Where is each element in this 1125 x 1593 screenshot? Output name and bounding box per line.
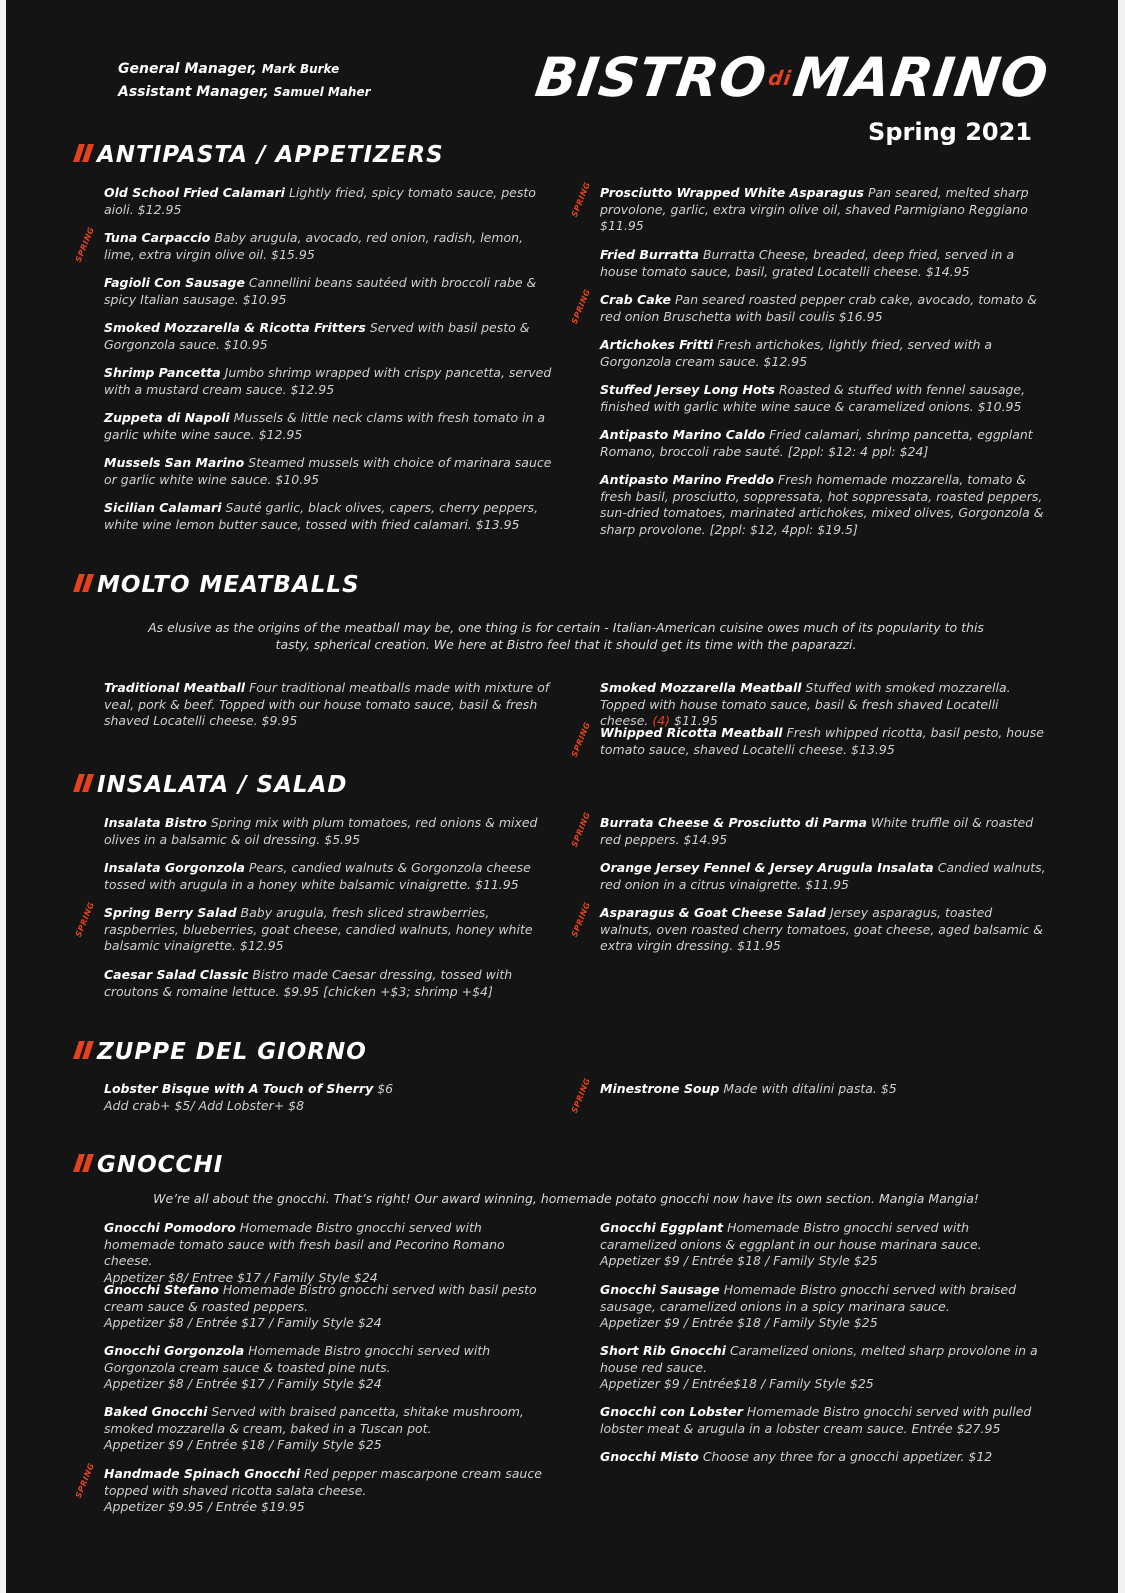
- item-desc: Four traditional meatballs made with mixture of veal, pork & beef. Topped with our house tomato sauce, basil & fresh shaved Locatelli cheese. $9.95: [104, 680, 550, 728]
- item-desc: Pears, candied walnuts & Gorgonzola cheese tossed with arugula in a honey white balsamic vinaigrette. $11.95: [104, 860, 531, 892]
- item-desc: Jersey asparagus, toasted walnuts, oven roasted cherry tomatoes, goat cheese, aged balsamic & extra virgin dressing. $11.95: [600, 905, 1043, 953]
- item-name: Fagioli Con Sausage: [104, 275, 245, 290]
- menu-item: [104, 1343, 556, 1393]
- item-name: Gnocchi Pomodoro: [104, 1220, 236, 1235]
- spring-badge: SPRING: [569, 900, 593, 939]
- spring-badge: SPRING: [569, 180, 593, 219]
- spring-badge: SPRING: [73, 900, 97, 939]
- menu-item: [600, 427, 1046, 460]
- section-title-text: MOLTO MEATBALLS: [97, 572, 360, 598]
- item-name: Gnocchi con Lobster: [600, 1404, 743, 1419]
- menu-item: [104, 185, 556, 218]
- menu-item: [600, 905, 1046, 955]
- section-title-text: INSALATA / SALAD: [97, 772, 348, 798]
- menu-item: [600, 860, 1046, 893]
- item-name: Handmade Spinach Gnocchi: [104, 1466, 300, 1481]
- item-name: Shrimp Pancetta: [104, 365, 221, 380]
- item-desc: Burratta Cheese, breaded, deep fried, served in a house tomato sauce, basil, grated Locatelli cheese. $14.95: [600, 247, 1015, 279]
- item-price: $11.95: [674, 713, 718, 728]
- item-desc: Candied walnuts, red onion in a citrus vinaigrette. $11.95: [600, 860, 1046, 892]
- section-title-meatballs: [76, 572, 360, 598]
- menu-item: [600, 1404, 1046, 1437]
- menu-item: [104, 905, 556, 955]
- menu-item: [600, 382, 1046, 415]
- item-desc: Sauté garlic, black olives, capers, cherry peppers, white wine lemon butter sauce, tossed with fried calamari. $13.95: [104, 500, 539, 532]
- item-price: Appetizer $9 / Entrée $18 / Family Style $25: [104, 1437, 382, 1452]
- assistant-manager-label: Assistant Manager,: [118, 84, 269, 100]
- item-name: Tuna Carpaccio: [104, 230, 211, 245]
- item-price: Appetizer $8 / Entrée $17 / Family Style $24: [104, 1376, 382, 1391]
- item-desc: Baby arugula, avocado, red onion, radish, lemon, lime, extra virgin olive oil. $15.95: [104, 230, 524, 262]
- section-title-zuppe: [76, 1039, 367, 1065]
- item-name: Fried Burratta: [600, 247, 699, 262]
- item-count: (4): [652, 713, 671, 728]
- menu-item: [600, 337, 1046, 370]
- item-name: Sicilian Calamari: [104, 500, 222, 515]
- item-desc: Homemade Bistro gnocchi served with basil pesto cream sauce & roasted peppers.: [104, 1282, 537, 1314]
- spring-badge: SPRING: [569, 1076, 593, 1115]
- item-desc: Mussels & little neck clams with fresh tomato in a garlic white wine sauce. $12.95: [104, 410, 546, 442]
- item-name: Smoked Mozzarella & Ricotta Fritters: [104, 320, 366, 335]
- item-desc: Stuffed with smoked mozzarella. Topped with house tomato sauce, basil & fresh shaved Locatelli cheese.: [600, 680, 1011, 728]
- menu-item: [600, 815, 1046, 848]
- assistant-manager: [118, 81, 371, 104]
- menu-item: [104, 275, 556, 308]
- general-manager-label: General Manager,: [118, 61, 257, 77]
- item-name: Prosciutto Wrapped White Asparagus: [600, 185, 864, 200]
- menu-item: [600, 1282, 1046, 1332]
- item-name: Gnocchi Eggplant: [600, 1220, 724, 1235]
- menu-item: [104, 320, 556, 353]
- item-desc: Bistro made Caesar dressing, tossed with croutons & romaine lettuce. $9.95 [chicken +$3; shrimp +$4]: [104, 967, 513, 999]
- menu-item: [104, 1081, 556, 1114]
- menu-item: [104, 1404, 556, 1454]
- item-desc: Cannellini beans sautéed with broccoli rabe & spicy Italian sausage. $10.95: [104, 275, 537, 307]
- assistant-manager-name: Samuel Maher: [273, 85, 371, 99]
- gnocchi-intro: We’re all about the gnocchi. That’s right! Our award winning, homemade potato gnocchi now have its own section. Mangia Mangia!: [153, 1191, 979, 1206]
- menu-item: [600, 1220, 1046, 1270]
- menu-item: [104, 1282, 556, 1332]
- item-desc: Made with ditalini pasta. $5: [723, 1081, 897, 1096]
- item-name: Minestrone Soup: [600, 1081, 720, 1096]
- menu-page: [6, 0, 1118, 1593]
- section-title-text: ANTIPASTA / APPETIZERS: [97, 142, 444, 168]
- item-name: Burrata Cheese & Prosciutto di Parma: [600, 815, 867, 830]
- item-name: Insalata Bistro: [104, 815, 207, 830]
- item-name: Gnocchi Sausage: [600, 1282, 720, 1297]
- item-name: Gnocchi Stefano: [104, 1282, 219, 1297]
- item-name: Crab Cake: [600, 292, 672, 307]
- item-desc: Spring mix with plum tomatoes, red onions & mixed olives in a balsamic & oil dressing. $5.95: [104, 815, 538, 847]
- menu-item: [600, 472, 1046, 538]
- item-desc: Homemade Bistro gnocchi served with homemade tomato sauce with fresh basil and Pecorino Romano cheese.: [104, 1220, 505, 1268]
- item-name: Asparagus & Goat Cheese Salad: [600, 905, 827, 920]
- item-desc: $6: [377, 1081, 394, 1096]
- item-desc: Choose any three for a gnocchi appetizer. $12: [702, 1449, 993, 1464]
- menu-item: [104, 1220, 556, 1286]
- item-desc: Caramelized onions, melted sharp provolone in a house red sauce.: [600, 1343, 1038, 1375]
- item-desc: Served with basil pesto & Gorgonzola sauce. $10.95: [104, 320, 530, 352]
- item-price: Appetizer $8 / Entrée $17 / Family Style $24: [104, 1315, 382, 1330]
- spring-badge: SPRING: [569, 810, 593, 849]
- item-name: Baked Gnocchi: [104, 1404, 208, 1419]
- menu-item: [104, 455, 556, 488]
- menu-item: [104, 365, 556, 398]
- item-desc: Served with braised pancetta, shitake mushroom, smoked mozzarella & cream, baked in a Tuscan pot.: [104, 1404, 524, 1436]
- section-title-text: ZUPPE DEL GIORNO: [97, 1039, 367, 1065]
- menu-item: [104, 410, 556, 443]
- item-name: Lobster Bisque with A Touch of Sherry: [104, 1081, 374, 1096]
- meatballs-intro: As elusive as the origins of the meatball may be, one thing is for certain - Italian-American cuisine owes much of its popularity to this tasty, spherical creation. We here at Bistro feel that it should get its time with the paparazzi.: [148, 620, 984, 652]
- menu-item: [600, 680, 1046, 730]
- item-price: Appetizer $9 / Entrée $18 / Family Style $25: [600, 1253, 878, 1268]
- item-price: Appetizer $9.95 / Entrée $19.95: [104, 1499, 305, 1514]
- spring-badge: SPRING: [73, 1461, 97, 1500]
- item-name: Old School Fried Calamari: [104, 185, 285, 200]
- item-name: Whipped Ricotta Meatball: [600, 725, 783, 740]
- item-desc: Pan seared, melted sharp provolone, garlic, extra virgin olive oil, shaved Parmigiano Reggiano $11.95: [600, 185, 1029, 233]
- item-desc: Fried calamari, shrimp pancetta, eggplant Romano, broccoli rabe sauté. [2ppl: $12: 4 ppl: $24]: [600, 427, 1033, 459]
- menu-item: [600, 1343, 1046, 1393]
- logo-left: BISTRO: [531, 46, 772, 109]
- menu-item: [600, 725, 1046, 758]
- item-name: Orange Jersey Fennel & Jersey Arugula Insalata: [600, 860, 934, 875]
- spring-badge: SPRING: [569, 287, 593, 326]
- menu-item: [600, 185, 1046, 235]
- item-desc: Homemade Bistro gnocchi served with pulled lobster meat & arugula in a lobster cream sauce. Entrée $27.95: [600, 1404, 1032, 1436]
- menu-item: [104, 680, 556, 730]
- item-name: Traditional Meatball: [104, 680, 246, 695]
- menu-item: [600, 1081, 1046, 1098]
- item-name: Insalata Gorgonzola: [104, 860, 245, 875]
- spring-badge: SPRING: [569, 720, 593, 759]
- item-name: Antipasto Marino Freddo: [600, 472, 775, 487]
- item-desc: Homemade Bistro gnocchi served with Gorgonzola cream sauce & toasted pine nuts.: [104, 1343, 491, 1375]
- item-name: Spring Berry Salad: [104, 905, 237, 920]
- item-price: Appetizer $8/ Entree $17 / Family Style $24: [104, 1269, 378, 1285]
- menu-item: [104, 860, 556, 893]
- item-desc: Red pepper mascarpone cream sauce topped with shaved ricotta salata cheese.: [104, 1466, 542, 1498]
- item-name: Gnocchi Misto: [600, 1449, 699, 1464]
- menu-item: [104, 815, 556, 848]
- item-name: Smoked Mozzarella Meatball: [600, 680, 802, 695]
- item-desc: Homemade Bistro gnocchi served with braised sausage, caramelized onions in a spicy marinara sauce.: [600, 1282, 1017, 1314]
- restaurant-logo: [532, 48, 1052, 108]
- logo-di: di: [766, 66, 794, 90]
- menu-item: [600, 1449, 1046, 1466]
- season-label: Spring 2021: [868, 118, 1032, 146]
- managers: [118, 58, 371, 104]
- item-desc: Fresh homemade mozzarella, tomato & fresh basil, prosciutto, soppressata, hot soppressata, roasted peppers, sun-dried tomatoes, marinated artichokes, mixed olives, Gorgonzola & sharp provolone. [2ppl: $12, 4ppl: $19.5]: [600, 472, 1044, 537]
- section-title-antipasta: [76, 142, 444, 168]
- item-desc: White truffle oil & roasted red peppers. $14.95: [600, 815, 1034, 847]
- item-name: Mussels San Marino: [104, 455, 245, 470]
- item-price: Appetizer $9 / Entrée$18 / Family Style $25: [600, 1376, 874, 1391]
- item-desc: Fresh whipped ricotta, basil pesto, house tomato sauce, shaved Locatelli cheese. $13.95: [600, 725, 1044, 757]
- item-name: Zuppeta di Napoli: [104, 410, 230, 425]
- item-name: Stuffed Jersey Long Hots: [600, 382, 775, 397]
- item-price: Appetizer $9 / Entrée $18 / Family Style $25: [600, 1315, 878, 1330]
- menu-item: [104, 500, 556, 533]
- item-desc: Lightly fried, spicy tomato sauce, pesto aioli. $12.95: [104, 185, 536, 217]
- item-name: Gnocchi Gorgonzola: [104, 1343, 245, 1358]
- menu-item: [104, 967, 556, 1000]
- menu-item: [104, 1466, 556, 1516]
- item-name: Caesar Salad Classic: [104, 967, 249, 982]
- item-name: Artichokes Fritti: [600, 337, 713, 352]
- menu-item: [600, 292, 1046, 325]
- item-desc: Homemade Bistro gnocchi served with caramelized onions & eggplant in our house marinara sauce.: [600, 1220, 982, 1252]
- general-manager-name: Mark Burke: [261, 62, 340, 76]
- section-title-salad: [76, 772, 347, 798]
- item-addon: Add crab+ $5/ Add Lobster+ $8: [104, 1097, 305, 1113]
- section-title-text: GNOCCHI: [97, 1152, 224, 1178]
- general-manager: [118, 58, 371, 81]
- item-desc: Roasted & stuffed with fennel sausage, finished with garlic white wine sauce & caramelized onions. $10.95: [600, 382, 1026, 414]
- item-desc: Baby arugula, fresh sliced strawberries, raspberries, blueberries, goat cheese, candied walnuts, honey white balsamic vinaigrette. $12.95: [104, 905, 533, 953]
- item-name: Antipasto Marino Caldo: [600, 427, 766, 442]
- logo-right: MARINO: [789, 46, 1053, 109]
- menu-item: [104, 230, 556, 263]
- item-desc: Jumbo shrimp wrapped with crispy pancetta, served with a mustard cream sauce. $12.95: [104, 365, 552, 397]
- spring-badge: SPRING: [73, 225, 97, 264]
- item-desc: Steamed mussels with choice of marinara sauce or garlic white wine sauce. $10.95: [104, 455, 552, 487]
- item-desc: Pan seared roasted pepper crab cake, avocado, tomato & red onion Bruschetta with basil coulis $16.95: [600, 292, 1037, 324]
- menu-item: [600, 247, 1046, 280]
- item-name: Short Rib Gnocchi: [600, 1343, 726, 1358]
- section-title-gnocchi: [76, 1152, 223, 1178]
- item-desc: Fresh artichokes, lightly fried, served with a Gorgonzola cream sauce. $12.95: [600, 337, 993, 369]
